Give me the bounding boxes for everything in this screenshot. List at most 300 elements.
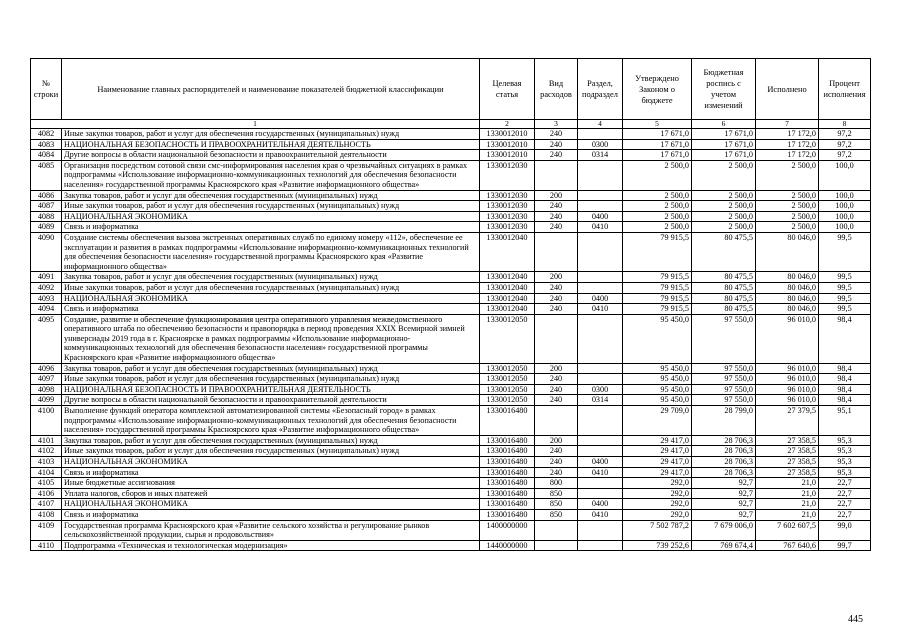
table-row — [31, 540, 871, 551]
row-approved: 2 500,0 — [623, 201, 692, 212]
table-row — [31, 211, 871, 222]
row-section: 0400 — [578, 211, 623, 222]
row-target: 1330012050 — [480, 395, 535, 406]
row-type: 200 — [535, 190, 578, 201]
row-type: 850 — [535, 488, 578, 499]
row-schedule: 28 799,0 — [692, 406, 756, 436]
row-name: Создание, развитие и обеспечение функционирования центра оперативного управления межведомственного оперативного штаба по обеспечению безопасности и правопорядка в период проведения XXIX Всемирной зимней универсиады 2019 года в г. Красноярске в рамках подпрограммы «Использование информационно-коммуникационных технологий для обеспечения безопасности населения» государственной программы Красноярского края «Развитие информационного общества» — [62, 314, 480, 363]
row-target: 1330012030 — [480, 190, 535, 201]
row-number: 4098 — [31, 384, 62, 395]
row-executed: 80 046,0 — [756, 293, 819, 304]
row-type: 240 — [535, 293, 578, 304]
row-section — [578, 520, 623, 540]
budget-table — [30, 58, 871, 551]
row-approved: 17 671,0 — [623, 129, 692, 140]
row-number: 4109 — [31, 520, 62, 540]
row-type — [535, 406, 578, 436]
row-schedule: 92,7 — [692, 478, 756, 489]
page-number: 445 — [848, 614, 863, 625]
table-row — [31, 150, 871, 161]
row-percent: 100,0 — [819, 211, 871, 222]
row-type — [535, 314, 578, 363]
table-row — [31, 139, 871, 150]
row-percent: 95,3 — [819, 435, 871, 446]
row-schedule: 80 475,5 — [692, 272, 756, 283]
row-percent: 95,3 — [819, 467, 871, 478]
row-number: 4101 — [31, 435, 62, 446]
table-row — [31, 467, 871, 478]
row-number: 4108 — [31, 509, 62, 520]
row-schedule: 28 706,3 — [692, 446, 756, 457]
table-row — [31, 499, 871, 510]
row-percent: 99,0 — [819, 520, 871, 540]
row-executed: 96 010,0 — [756, 314, 819, 363]
row-target: 1330012050 — [480, 374, 535, 385]
table-row — [31, 232, 871, 271]
row-executed: 96 010,0 — [756, 374, 819, 385]
row-name: Связь и информатика — [62, 222, 480, 233]
table-row — [31, 488, 871, 499]
column-number-row — [31, 120, 871, 129]
row-target: 1330012050 — [480, 363, 535, 374]
row-section — [578, 540, 623, 551]
row-target: 1330012030 — [480, 201, 535, 212]
row-executed: 2 500,0 — [756, 211, 819, 222]
row-executed: 7 602 607,5 — [756, 520, 819, 540]
row-target: 1330012030 — [480, 211, 535, 222]
row-executed: 96 010,0 — [756, 395, 819, 406]
row-type: 240 — [535, 150, 578, 161]
table-row — [31, 520, 871, 540]
row-type: 240 — [535, 457, 578, 468]
row-executed: 17 172,0 — [756, 139, 819, 150]
row-approved: 79 915,5 — [623, 304, 692, 315]
row-target: 1330012030 — [480, 222, 535, 233]
row-type: 850 — [535, 509, 578, 520]
header-section: Раздел, подраздел — [578, 59, 623, 120]
row-number: 4087 — [31, 201, 62, 212]
row-schedule: 92,7 — [692, 509, 756, 520]
row-percent: 22,7 — [819, 509, 871, 520]
row-target: 1330016480 — [480, 457, 535, 468]
row-percent: 22,7 — [819, 478, 871, 489]
row-number: 4091 — [31, 272, 62, 283]
row-name: Другие вопросы в области национальной безопасности и правоохранительной деятельности — [62, 395, 480, 406]
row-percent: 97,2 — [819, 139, 871, 150]
row-target: 1330012040 — [480, 272, 535, 283]
row-name: НАЦИОНАЛЬНАЯ ЭКОНОМИКА — [62, 457, 480, 468]
row-section — [578, 435, 623, 446]
table-row — [31, 314, 871, 363]
row-approved: 29 417,0 — [623, 457, 692, 468]
row-section: 0410 — [578, 304, 623, 315]
row-target: 1330012050 — [480, 384, 535, 395]
row-name: Связь и информатика — [62, 509, 480, 520]
row-name: Иные закупки товаров, работ и услуг для обеспечения государственных (муниципальных) нужд — [62, 201, 480, 212]
row-executed: 17 172,0 — [756, 129, 819, 140]
row-schedule: 769 674,4 — [692, 540, 756, 551]
row-name: Связь и информатика — [62, 304, 480, 315]
row-executed: 17 172,0 — [756, 150, 819, 161]
row-section — [578, 478, 623, 489]
row-target: 1330012010 — [480, 150, 535, 161]
row-approved: 29 709,0 — [623, 406, 692, 436]
row-executed: 27 379,5 — [756, 406, 819, 436]
row-number: 4085 — [31, 160, 62, 190]
row-section — [578, 201, 623, 212]
row-type: 200 — [535, 435, 578, 446]
table-row — [31, 190, 871, 201]
row-type: 850 — [535, 499, 578, 510]
table-row — [31, 293, 871, 304]
row-target: 1330012010 — [480, 129, 535, 140]
row-executed: 767 640,6 — [756, 540, 819, 551]
row-section: 0400 — [578, 499, 623, 510]
row-schedule: 80 475,5 — [692, 304, 756, 315]
row-schedule: 80 475,5 — [692, 282, 756, 293]
row-schedule: 17 671,0 — [692, 150, 756, 161]
row-schedule: 7 679 006,0 — [692, 520, 756, 540]
row-schedule: 80 475,5 — [692, 232, 756, 271]
row-name: Иные закупки товаров, работ и услуг для обеспечения государственных (муниципальных) нужд — [62, 446, 480, 457]
row-number: 4106 — [31, 488, 62, 499]
row-name: Выполнение функций оператора комплексной автоматизированной системы «Безопасный город» в рамках подпрограммы «Использование информационно-коммуникационных технологий для обеспечения безопасности населения» государственной программы Красноярского края «Развитие информационного общества» — [62, 406, 480, 436]
row-target: 1330012030 — [480, 160, 535, 190]
row-type: 240 — [535, 304, 578, 315]
row-number: 4090 — [31, 232, 62, 271]
row-number: 4095 — [31, 314, 62, 363]
row-section — [578, 488, 623, 499]
row-target: 1330016480 — [480, 467, 535, 478]
row-number: 4088 — [31, 211, 62, 222]
row-number: 4086 — [31, 190, 62, 201]
row-schedule: 2 500,0 — [692, 160, 756, 190]
row-approved: 2 500,0 — [623, 211, 692, 222]
row-percent: 100,0 — [819, 222, 871, 233]
row-schedule: 17 671,0 — [692, 129, 756, 140]
row-approved: 79 915,5 — [623, 272, 692, 283]
row-percent: 98,4 — [819, 374, 871, 385]
row-approved: 292,0 — [623, 509, 692, 520]
row-type: 240 — [535, 446, 578, 457]
row-number: 4110 — [31, 540, 62, 551]
row-approved: 79 915,5 — [623, 282, 692, 293]
row-percent: 98,4 — [819, 384, 871, 395]
row-approved: 2 500,0 — [623, 160, 692, 190]
row-type — [535, 232, 578, 271]
table-row — [31, 222, 871, 233]
column-number: 6 — [692, 120, 756, 129]
row-name: Связь и информатика — [62, 467, 480, 478]
row-executed: 27 358,5 — [756, 435, 819, 446]
row-number: 4093 — [31, 293, 62, 304]
table-row — [31, 478, 871, 489]
row-name: Закупка товаров, работ и услуг для обеспечения государственных (муниципальных) нужд — [62, 272, 480, 283]
row-executed: 80 046,0 — [756, 272, 819, 283]
header-type: Вид расходов — [535, 59, 578, 120]
row-type: 240 — [535, 222, 578, 233]
row-number: 4105 — [31, 478, 62, 489]
row-executed: 2 500,0 — [756, 201, 819, 212]
row-approved: 29 417,0 — [623, 467, 692, 478]
row-name: Закупка товаров, работ и услуг для обеспечения государственных (муниципальных) нужд — [62, 435, 480, 446]
row-type: 200 — [535, 272, 578, 283]
table-row — [31, 435, 871, 446]
row-target: 1330012010 — [480, 139, 535, 150]
row-name: Иные закупки товаров, работ и услуг для обеспечения государственных (муниципальных) нужд — [62, 129, 480, 140]
row-percent: 97,2 — [819, 150, 871, 161]
row-target: 1330016480 — [480, 499, 535, 510]
row-target: 1330016480 — [480, 488, 535, 499]
row-approved: 29 417,0 — [623, 446, 692, 457]
table-row — [31, 406, 871, 436]
row-percent: 100,0 — [819, 160, 871, 190]
header-no: № строки — [31, 59, 62, 120]
row-target: 1330012040 — [480, 282, 535, 293]
row-number: 4096 — [31, 363, 62, 374]
row-number: 4084 — [31, 150, 62, 161]
row-section — [578, 160, 623, 190]
row-number: 4102 — [31, 446, 62, 457]
row-name: Организация посредством сотовой связи смс-информирования населения края о чрезвычайных ситуациях в рамках подпрограммы «Использование информационно-коммуникационных технологий для обеспечения безопасности населения» государственной программы Красноярского края «Развитие информационного общества» — [62, 160, 480, 190]
column-number: 4 — [578, 120, 623, 129]
row-name: Иные закупки товаров, работ и услуг для обеспечения государственных (муниципальных) нужд — [62, 282, 480, 293]
row-schedule: 28 706,3 — [692, 467, 756, 478]
row-executed: 21,0 — [756, 488, 819, 499]
row-section: 0400 — [578, 293, 623, 304]
row-name: НАЦИОНАЛЬНАЯ БЕЗОПАСНОСТЬ И ПРАВООХРАНИТЕЛЬНАЯ ДЕЯТЕЛЬНОСТЬ — [62, 139, 480, 150]
table-row — [31, 457, 871, 468]
row-number: 4099 — [31, 395, 62, 406]
row-percent: 97,2 — [819, 129, 871, 140]
row-name: Уплата налогов, сборов и иных платежей — [62, 488, 480, 499]
row-section: 0410 — [578, 509, 623, 520]
row-executed: 2 500,0 — [756, 160, 819, 190]
table-row — [31, 395, 871, 406]
row-type: 200 — [535, 363, 578, 374]
row-section — [578, 129, 623, 140]
row-type: 240 — [535, 395, 578, 406]
row-section — [578, 446, 623, 457]
row-percent: 99,5 — [819, 232, 871, 271]
row-section: 0410 — [578, 467, 623, 478]
row-executed: 27 358,5 — [756, 467, 819, 478]
row-type: 240 — [535, 211, 578, 222]
row-percent: 100,0 — [819, 190, 871, 201]
row-number: 4100 — [31, 406, 62, 436]
row-approved: 2 500,0 — [623, 222, 692, 233]
row-percent: 22,7 — [819, 499, 871, 510]
row-schedule: 97 550,0 — [692, 395, 756, 406]
header-name: Наименование главных распорядителей и наименование показателей бюджетной классификации — [62, 59, 480, 120]
row-percent: 99,5 — [819, 272, 871, 283]
row-section — [578, 272, 623, 283]
row-number: 4097 — [31, 374, 62, 385]
row-executed: 21,0 — [756, 478, 819, 489]
row-approved: 292,0 — [623, 499, 692, 510]
table-row — [31, 129, 871, 140]
row-section: 0300 — [578, 139, 623, 150]
row-name: НАЦИОНАЛЬНАЯ БЕЗОПАСНОСТЬ И ПРАВООХРАНИТЕЛЬНАЯ ДЕЯТЕЛЬНОСТЬ — [62, 384, 480, 395]
row-percent: 95,3 — [819, 446, 871, 457]
row-percent: 98,4 — [819, 314, 871, 363]
row-percent: 99,5 — [819, 293, 871, 304]
row-approved: 17 671,0 — [623, 150, 692, 161]
row-number: 4092 — [31, 282, 62, 293]
row-executed: 80 046,0 — [756, 232, 819, 271]
row-approved: 2 500,0 — [623, 190, 692, 201]
row-name: НАЦИОНАЛЬНАЯ ЭКОНОМИКА — [62, 293, 480, 304]
row-section — [578, 363, 623, 374]
row-type: 240 — [535, 467, 578, 478]
row-approved: 739 252,6 — [623, 540, 692, 551]
row-approved: 95 450,0 — [623, 314, 692, 363]
row-executed: 21,0 — [756, 499, 819, 510]
row-schedule: 80 475,5 — [692, 293, 756, 304]
row-executed: 80 046,0 — [756, 304, 819, 315]
row-approved: 292,0 — [623, 488, 692, 499]
row-type: 240 — [535, 374, 578, 385]
row-schedule: 97 550,0 — [692, 363, 756, 374]
header-percent: Процент исполнения — [819, 59, 871, 120]
table-row — [31, 509, 871, 520]
row-target: 1330016480 — [480, 406, 535, 436]
row-approved: 79 915,5 — [623, 232, 692, 271]
row-executed: 80 046,0 — [756, 282, 819, 293]
row-target: 1330012040 — [480, 293, 535, 304]
row-name: Подпрограмма «Техническая и технологическая модернизация» — [62, 540, 480, 551]
column-number: 2 — [480, 120, 535, 129]
row-name: Иные закупки товаров, работ и услуг для обеспечения государственных (муниципальных) нужд — [62, 374, 480, 385]
column-number: 8 — [819, 120, 871, 129]
table-row — [31, 374, 871, 385]
row-name: Государственная программа Красноярского края «Развитие сельского хозяйства и регулирование рынков сельскохозяйственной продукции, сырья и продовольствия» — [62, 520, 480, 540]
row-schedule: 2 500,0 — [692, 190, 756, 201]
row-section: 0410 — [578, 222, 623, 233]
row-section: 0300 — [578, 384, 623, 395]
row-approved: 29 417,0 — [623, 435, 692, 446]
row-schedule: 92,7 — [692, 488, 756, 499]
table-row — [31, 384, 871, 395]
column-number: 1 — [31, 120, 480, 129]
row-type — [535, 540, 578, 551]
row-percent: 22,7 — [819, 488, 871, 499]
row-approved: 79 915,5 — [623, 293, 692, 304]
row-approved: 7 502 787,2 — [623, 520, 692, 540]
row-name: НАЦИОНАЛЬНАЯ ЭКОНОМИКА — [62, 499, 480, 510]
row-type: 240 — [535, 384, 578, 395]
row-schedule: 28 706,3 — [692, 457, 756, 468]
row-number: 4089 — [31, 222, 62, 233]
row-percent: 100,0 — [819, 201, 871, 212]
row-target: 1330016480 — [480, 446, 535, 457]
row-type: 240 — [535, 282, 578, 293]
row-executed: 2 500,0 — [756, 190, 819, 201]
row-type — [535, 520, 578, 540]
row-type: 240 — [535, 201, 578, 212]
row-approved: 17 671,0 — [623, 139, 692, 150]
row-schedule: 28 706,3 — [692, 435, 756, 446]
row-schedule: 97 550,0 — [692, 384, 756, 395]
row-executed: 27 358,5 — [756, 446, 819, 457]
row-section: 0400 — [578, 457, 623, 468]
row-type: 240 — [535, 129, 578, 140]
row-number: 4103 — [31, 457, 62, 468]
row-section: 0314 — [578, 150, 623, 161]
row-type — [535, 160, 578, 190]
row-target: 1330012040 — [480, 232, 535, 271]
row-executed: 96 010,0 — [756, 363, 819, 374]
row-percent: 99,7 — [819, 540, 871, 551]
row-schedule: 97 550,0 — [692, 374, 756, 385]
row-percent: 98,4 — [819, 363, 871, 374]
row-executed: 27 358,5 — [756, 457, 819, 468]
header-target: Целевая статья — [480, 59, 535, 120]
header-executed: Исполнено — [756, 59, 819, 120]
row-section — [578, 190, 623, 201]
header-schedule: Бюджетная роспись с учетом изменений — [692, 59, 756, 120]
row-percent: 99,5 — [819, 304, 871, 315]
header-row — [31, 59, 871, 120]
row-approved: 95 450,0 — [623, 395, 692, 406]
row-executed: 96 010,0 — [756, 384, 819, 395]
row-section — [578, 282, 623, 293]
table-row — [31, 304, 871, 315]
row-approved: 292,0 — [623, 478, 692, 489]
row-schedule: 92,7 — [692, 499, 756, 510]
table-row — [31, 282, 871, 293]
row-percent: 95,3 — [819, 457, 871, 468]
row-schedule: 2 500,0 — [692, 201, 756, 212]
row-target: 1330012050 — [480, 314, 535, 363]
row-executed: 21,0 — [756, 509, 819, 520]
table-row — [31, 363, 871, 374]
row-number: 4082 — [31, 129, 62, 140]
row-number: 4094 — [31, 304, 62, 315]
column-number: 3 — [535, 120, 578, 129]
row-percent: 95,1 — [819, 406, 871, 436]
row-approved: 95 450,0 — [623, 363, 692, 374]
row-target: 1400000000 — [480, 520, 535, 540]
row-section — [578, 374, 623, 385]
row-name: Другие вопросы в области национальной безопасности и правоохранительной деятельности — [62, 150, 480, 161]
row-name: НАЦИОНАЛЬНАЯ ЭКОНОМИКА — [62, 211, 480, 222]
table-row — [31, 160, 871, 190]
row-number: 4083 — [31, 139, 62, 150]
row-approved: 95 450,0 — [623, 374, 692, 385]
row-schedule: 97 550,0 — [692, 314, 756, 363]
row-section — [578, 314, 623, 363]
row-schedule: 2 500,0 — [692, 211, 756, 222]
row-target: 1330012040 — [480, 304, 535, 315]
row-executed: 2 500,0 — [756, 222, 819, 233]
table-row — [31, 272, 871, 283]
row-section — [578, 232, 623, 271]
column-number: 5 — [623, 120, 692, 129]
row-type: 800 — [535, 478, 578, 489]
row-number: 4107 — [31, 499, 62, 510]
row-name: Создание системы обеспечения вызова экстренных оперативных служб по единому номеру «112», обеспечение ее эксплуатации и развития в рамках подпрограммы «Использование информационно-коммуникационных технологий для обеспечения безопасности населения» государственной программы Красноярского края «Развитие информационного общества» — [62, 232, 480, 271]
row-target: 1330016480 — [480, 478, 535, 489]
table-row — [31, 201, 871, 212]
row-name: Иные бюджетные ассигнования — [62, 478, 480, 489]
row-target: 1440000000 — [480, 540, 535, 551]
row-name: Закупка товаров, работ и услуг для обеспечения государственных (муниципальных) нужд — [62, 190, 480, 201]
row-schedule: 2 500,0 — [692, 222, 756, 233]
row-name: Закупка товаров, работ и услуг для обеспечения государственных (муниципальных) нужд — [62, 363, 480, 374]
row-target: 1330016480 — [480, 509, 535, 520]
column-number: 7 — [756, 120, 819, 129]
